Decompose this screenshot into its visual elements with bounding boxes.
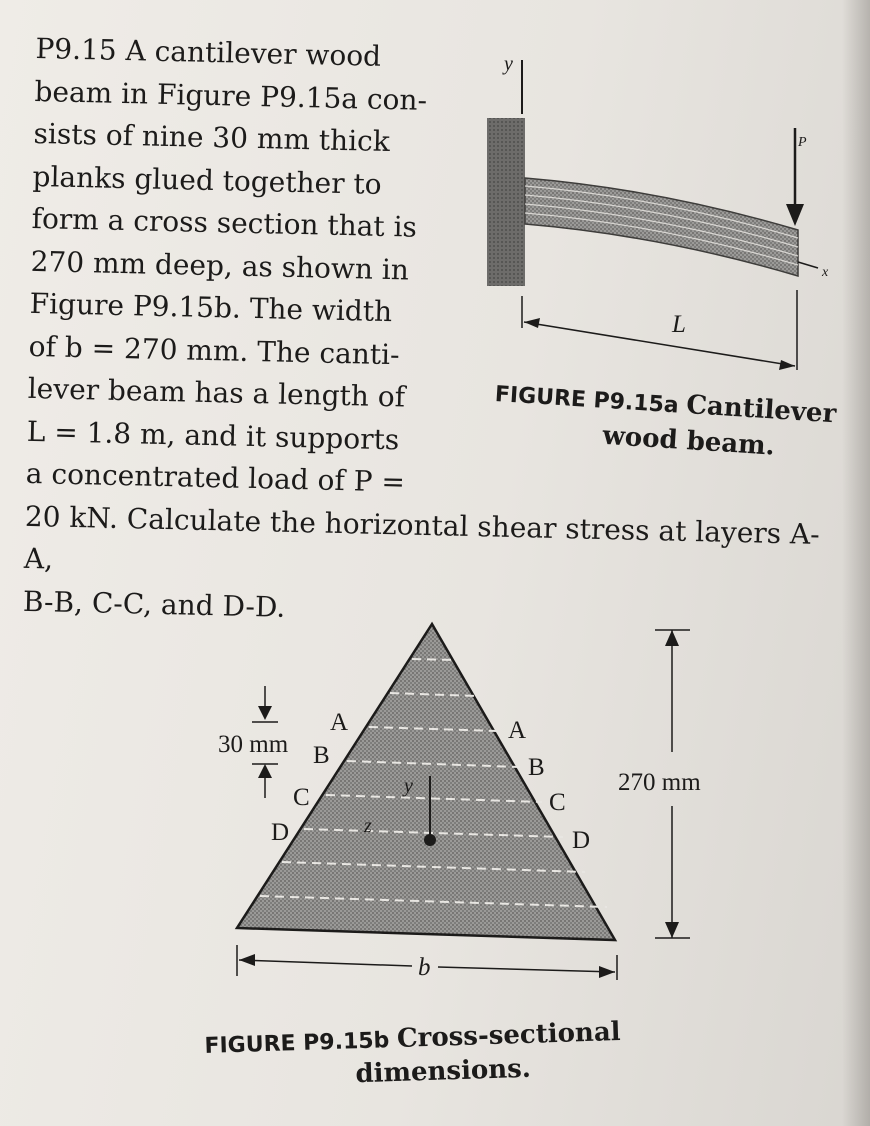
depth-270mm-label: 270 mm (618, 769, 701, 796)
section-z-label: z (364, 815, 372, 837)
width-arrow-left (239, 954, 255, 966)
figure-b-caption-label: FIGURE P9.15b (204, 1028, 390, 1059)
problem-line: 270 mm deep, as shown in (30, 244, 410, 287)
x-axis-line (798, 262, 818, 268)
length-L-label: L (672, 311, 686, 338)
length-arrow-right (779, 360, 795, 370)
figure-a-caption-title-2: wood beam. (601, 420, 776, 462)
figure-b-caption (204, 1017, 622, 1094)
layer-label-C-right: C (549, 789, 566, 816)
width-dim-left (239, 960, 412, 966)
layer-label-B-left: B (313, 742, 330, 769)
load-arrowhead (786, 204, 804, 226)
figure-a-cantilever (487, 53, 829, 370)
fixed-wall (487, 118, 525, 286)
problem-line: planks glued together to (32, 159, 382, 201)
problem-line: Figure P9.15b. The width (29, 286, 393, 329)
problem-line: 20 kN. Calculate the horizontal shear stress at layers A-A, (23, 499, 821, 576)
problem-line: lever beam has a length of (27, 371, 406, 414)
width-arrow-right (599, 966, 615, 978)
load-P-label: P (798, 135, 807, 150)
problem-line: beam in Figure P9.15a con- (34, 74, 428, 117)
problem-line: P9.15 A cantilever wood (35, 31, 382, 73)
length-arrow-left (524, 318, 540, 328)
problem-line: L = 1.8 m, and it supports (26, 414, 400, 456)
problem-line: of b = 270 mm. The canti- (28, 329, 400, 371)
x-axis-label: x (822, 265, 829, 280)
problem-line: B-B, C-C, and D-D. (22, 584, 286, 624)
triangle-section (237, 624, 615, 940)
layer-label-B-right: B (528, 754, 545, 781)
thickness-arrow-top-head (258, 706, 272, 720)
layer-label-A-left: A (330, 709, 349, 736)
figure-b-caption-title-2: dimensions. (354, 1053, 532, 1090)
centroid-point (424, 834, 436, 846)
figure-a-caption-title-1: Cantilever (685, 390, 838, 430)
length-dim-line (524, 322, 795, 366)
width-dim-right (438, 967, 615, 972)
figure-b-caption-title-1: Cross-sectional (396, 1016, 622, 1054)
section-y-label: y (404, 775, 413, 797)
layer-label-A-right: A (508, 717, 527, 744)
figure-a-caption-label: FIGURE P9.15a (494, 381, 680, 419)
thickness-arrow-bottom-head (258, 764, 272, 778)
depth-arrow-top (665, 630, 679, 646)
layer-label-C-left: C (293, 784, 310, 811)
problem-line: form a cross section that is (31, 201, 418, 244)
thickness-30mm-label: 30 mm (218, 731, 289, 758)
figure-b-cross-section (218, 624, 701, 981)
y-axis-label: y (504, 53, 513, 75)
layer-label-D-left: D (271, 819, 290, 846)
problem-line: a concentrated load of P = (25, 456, 406, 499)
depth-arrow-bottom (665, 922, 679, 938)
width-b-label: b (418, 954, 431, 981)
layer-label-D-right: D (572, 827, 591, 854)
problem-line: sists of nine 30 mm thick (33, 116, 391, 159)
